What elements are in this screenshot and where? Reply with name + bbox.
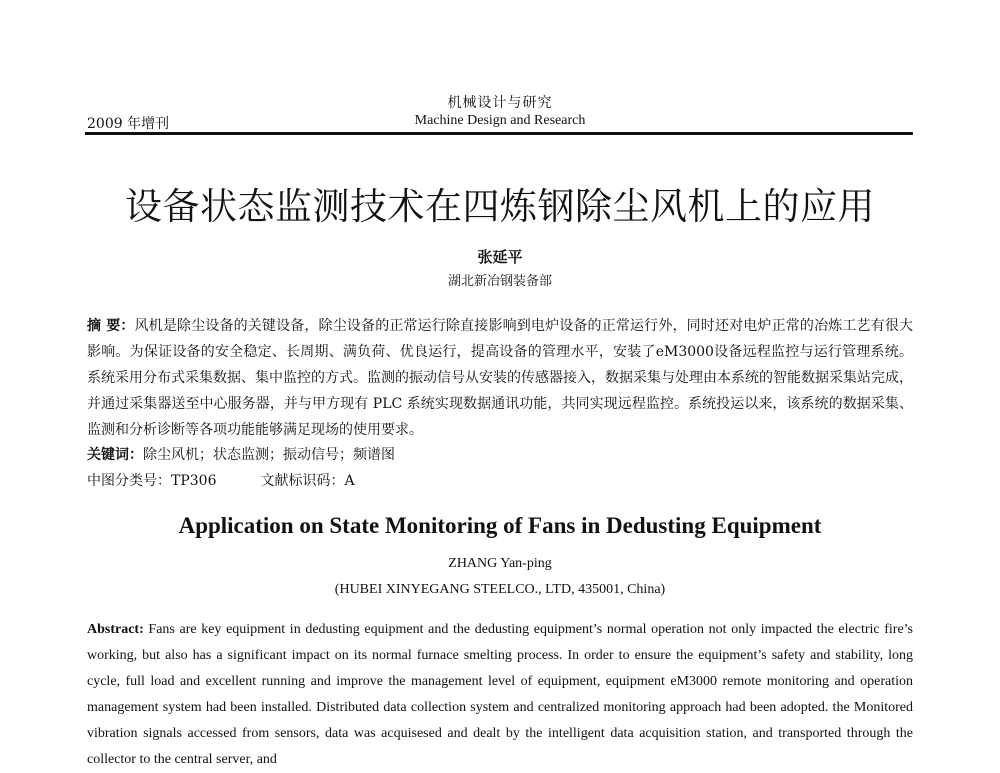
abstract-en	[87, 617, 913, 773]
abstract-label-en: Abstract:	[87, 622, 144, 637]
clc-value: TP306	[171, 473, 217, 489]
abstract-cn	[87, 313, 913, 443]
keywords-label-cn: 关键词：	[87, 447, 143, 463]
author-affiliation-en: (HUBEI XINYEGANG STEELCO., LTD, 435001, China)	[334, 582, 666, 597]
journal-name-cn: 机械设计与研究	[447, 95, 553, 111]
author-name-cn: 张延平	[477, 248, 523, 266]
author-affiliation-cn: 湖北新冶钢装备部	[447, 274, 552, 289]
doc-code-label: 文献标识码：	[260, 473, 345, 489]
abstract-text-cn: 风机是除尘设备的关键设备，除尘设备的正常运行除直接影响到电炉设备的正常运行外，同时还对电炉正常的冶炼工艺有很大影响。为保证设备的安全稳定、长周期、满负荷、优良运行，提高设备的管理水平，安装了eM3000设备远程监控与运行管理系统。系统采用分布式采集数据、集中监控的方式。监测的振动信号从安装的传感器接入，数据采集与处理由本系统的智能数据采集站完成，并通过采集器送至中心服务器，并与甲方现有 PLC 系统实现数据通讯功能，共同实现远程监控。系统投运以来，该系统的数据采集、监测和分析诊断等各项功能能够满足现场的使用要求。	[87, 318, 914, 438]
author-name-en: ZHANG Yan-ping	[448, 556, 552, 571]
journal-name-en: Machine Design and Research	[414, 113, 586, 128]
issue-label: 2009 年增刊	[87, 116, 170, 132]
header-rule	[85, 132, 913, 135]
article-title-en: Application on State Monitoring of Fans in Dedusting Equipment	[178, 513, 822, 538]
keywords-cn	[87, 444, 913, 464]
doc-code-value: A	[344, 473, 355, 489]
classification-line	[87, 470, 913, 490]
article-title-cn: 设备状态监测技术在四炼钢除尘风机上的应用	[125, 185, 875, 228]
clc-label: 中图分类号：	[87, 473, 171, 489]
abstract-label-cn: 摘 要：	[87, 318, 135, 334]
keywords-text-cn: 除尘风机；状态监测；振动信号；频谱图	[143, 447, 395, 463]
abstract-text-en: Fans are key equipment in dedusting equipment and the dedusting equipment’s normal operation not only impacted the electric fire’s working, but also has a significant impact on its normal furnace smelting process. In order to ensure the equipment’s safety and stability, long cycle, full load and excellent running and improve the management level of equipment, equipment eM3000 remote monitoring and operation management system had been installed. Distributed data collection system and centralized monitoring approach had been adopted. the Monitored vibration signals accessed from sensors, data was acquisesed and dealt by the intelligent data acquisition station, and transported through the collector to the central server, and	[87, 622, 914, 767]
